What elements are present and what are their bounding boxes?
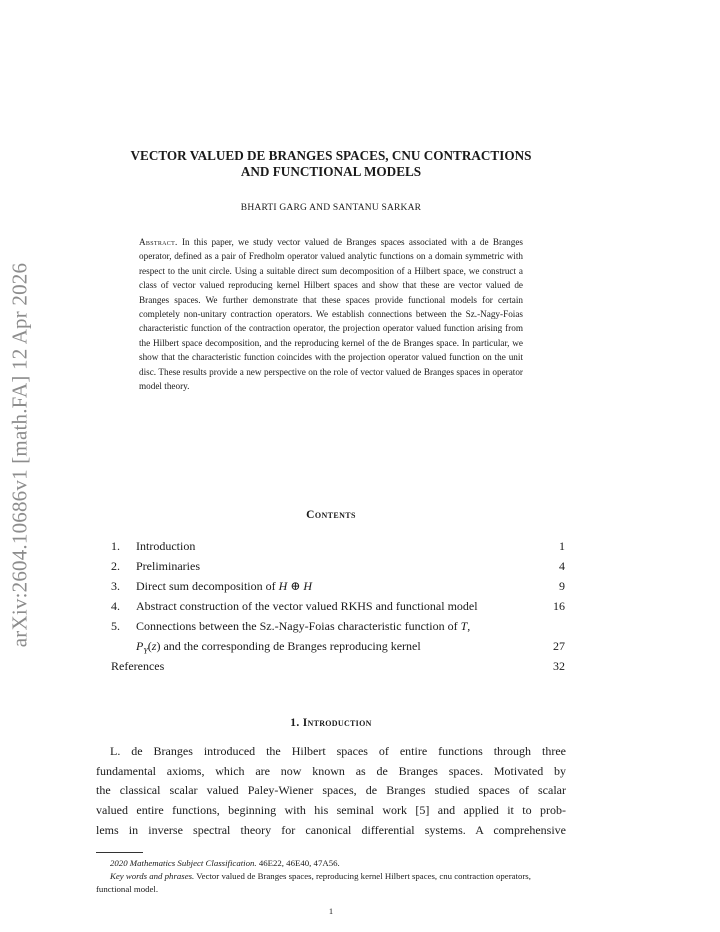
table-of-contents xyxy=(111,536,565,676)
toc-entry-direct-sum[interactable] xyxy=(111,576,565,596)
toc-entry-introduction[interactable] xyxy=(111,536,565,556)
paper-title-line-1: VECTOR VALUED DE BRANGES SPACES, CNU CONTRACTIONS xyxy=(130,148,532,163)
section-heading-introduction xyxy=(96,717,566,729)
introduction-paragraph xyxy=(96,742,566,841)
toc-entry-title: Abstract construction of the vector valued RKHS and functional model xyxy=(136,599,478,613)
toc-entry-number: 4. xyxy=(111,599,120,613)
toc-entry-title: Connections between the Sz.-Nagy-Foias characteristic function of T, xyxy=(136,619,471,633)
footnote-rule xyxy=(96,852,143,853)
paper-title xyxy=(96,148,566,180)
toc-entry-abstract-construction[interactable] xyxy=(111,596,565,616)
toc-entry-title: $P_Y(z)$ and the corresponding de Branges reproducing kernel xyxy=(136,639,421,656)
toc-entry-page: 1 xyxy=(559,539,565,553)
footnote-keywords xyxy=(96,870,566,896)
toc-entry-connections[interactable] xyxy=(111,616,565,636)
toc-entry-number: 3. xyxy=(111,579,120,593)
toc-entry-title: References xyxy=(111,659,165,673)
page-number: 1 xyxy=(328,906,334,916)
toc-entry-number: 1. xyxy=(111,539,120,553)
toc-entry-page: 9 xyxy=(559,579,565,593)
footnote-msc-label: 2020 Mathematics Subject Classification. xyxy=(110,858,257,868)
introduction-line: valued entire functions, beginning with his seminal work [5] and applied it to prob- xyxy=(96,803,566,818)
toc-entry-page: 16 xyxy=(553,599,565,613)
toc-entry-connections-continued[interactable] xyxy=(111,636,565,656)
footnotes xyxy=(96,857,566,896)
toc-entry-page: 4 xyxy=(559,559,565,573)
introduction-line: fundamental axioms, which are now known as de Branges spaces. Motivated by xyxy=(96,763,566,778)
toc-entry-page: 27 xyxy=(553,639,565,653)
footnote-msc xyxy=(96,857,566,870)
section-title: Introduction xyxy=(302,717,372,729)
abstract-label: Abstract. xyxy=(139,237,178,247)
arxiv-identifier-text: arXiv:2604.10686v1 [math.FA] 12 Apr 2026 xyxy=(7,262,32,648)
toc-entry-title: Preliminaries xyxy=(136,559,200,573)
abstract-text: In this paper, we study vector valued de Branges spaces associated with a de Branges operator, defined as a pair of Fredholm operator valued analytic functions on a domain symmetric with respect to the unit circle. Using a suitable direct sum decomposition of a Hilbert space, we construct a class of vector valued reproducing kernel Hilbert spaces and show that these are vector valued de Branges spaces. We further demonstrate that these spaces provide functional models for certain completely non-unitary contraction operators. We establish connections between the Sz.-Nagy-Foias characteristic function of the contraction operator, the projection operator valued function arising from the Hilbert space decomposition, and the reproducing kernel of the de Branges space. In particular, we show that the characteristic function coincides with the projection operator valued function on the unit disc. These results provide a new perspective on the role of vector valued de Branges spaces in operator model theory. xyxy=(139,237,524,392)
paper-title-line-2: AND FUNCTIONAL MODELS xyxy=(240,164,422,179)
abstract xyxy=(139,235,523,393)
arxiv-identifier-stamp xyxy=(0,0,44,932)
toc-entry-number: 5. xyxy=(111,619,120,633)
footnote-keywords-value: Vector valued de Branges spaces, reproducing kernel Hilbert spaces, cnu contraction operators, functional model. xyxy=(96,871,531,894)
paper-authors: BHARTI GARG AND SANTANU SARKAR xyxy=(240,203,422,213)
section-number: 1. xyxy=(290,717,300,729)
introduction-line: the classical scalar valued Paley-Wiener spaces, de Branges studied spaces of scalar xyxy=(96,783,566,798)
contents-heading: Contents xyxy=(306,509,356,521)
introduction-line: lems in inverse spectral theory for canonical differential systems. A comprehensive xyxy=(96,822,566,837)
footnote-keywords-label: Key words and phrases. xyxy=(110,871,195,881)
toc-entry-page: 32 xyxy=(553,659,565,673)
toc-entry-title: Direct sum decomposition of H ⊕ H xyxy=(136,579,313,593)
toc-entry-title: Introduction xyxy=(136,539,196,553)
toc-entry-references[interactable] xyxy=(111,656,565,676)
footnote-msc-value: 46E22, 46E40, 47A56. xyxy=(258,858,340,868)
toc-entry-number: 2. xyxy=(111,559,120,573)
toc-entry-preliminaries[interactable] xyxy=(111,556,565,576)
introduction-line: L. de Branges introduced the Hilbert spaces of entire functions through three xyxy=(110,744,566,758)
